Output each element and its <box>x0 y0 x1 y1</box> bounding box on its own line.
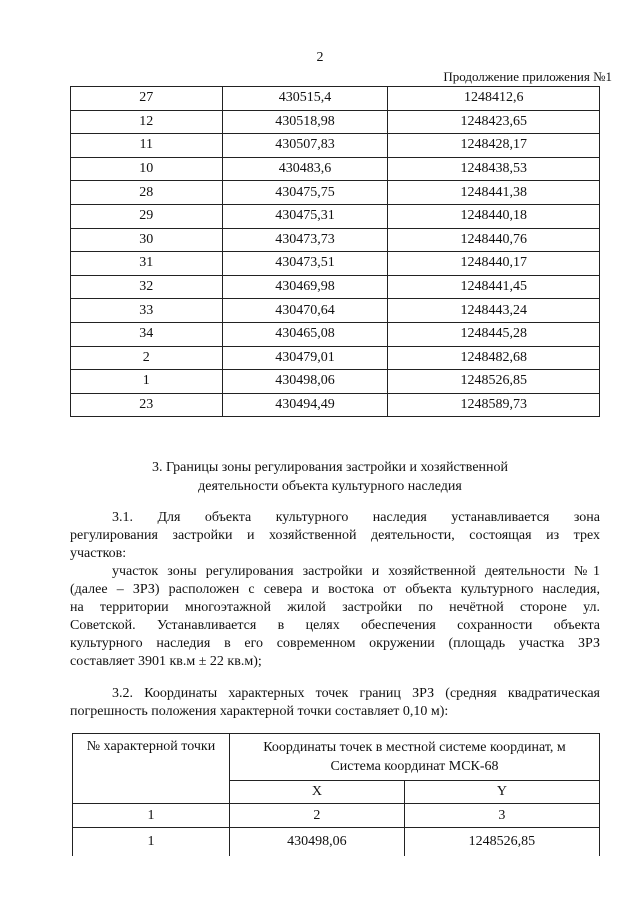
section-heading-line: деятельности объекта культурного наследия <box>198 479 462 494</box>
coordinates-table-continued <box>70 86 600 417</box>
x-coordinate-cell: 430475,75 <box>222 181 388 205</box>
table-row <box>71 370 600 394</box>
y-coordinate-cell: 1248445,28 <box>388 322 600 346</box>
x-coordinate-cell: 430483,6 <box>222 157 388 181</box>
table-row <box>71 393 600 417</box>
table-row <box>71 299 600 323</box>
header-point-number: № характерной точки <box>73 734 230 804</box>
header-coordinates-line: Система координат МСК-68 <box>330 759 499 774</box>
point-number-cell: 29 <box>71 204 223 228</box>
y-coordinate-cell: 1248589,73 <box>388 393 600 417</box>
table-row <box>71 181 600 205</box>
paragraph-line: 3.1. Для объекта культурного наследия устанавливается зона <box>112 510 600 525</box>
section-heading <box>110 458 550 496</box>
x-coordinate-cell: 430498,06 <box>222 370 388 394</box>
y-coordinate-cell: 1248440,17 <box>388 252 600 276</box>
paragraph-line: регулирования застройки и хозяйственной деятельности, состоящая из трех <box>70 528 600 543</box>
paragraph-line: участков: <box>70 546 127 561</box>
point-number-cell: 30 <box>71 228 223 252</box>
point-number-cell: 2 <box>71 346 223 370</box>
x-coordinate-cell: 430469,98 <box>222 275 388 299</box>
point-number-cell: 10 <box>71 157 223 181</box>
y-coordinate-cell: 1248440,18 <box>388 204 600 228</box>
x-coordinate-cell: 430475,31 <box>222 204 388 228</box>
x-coordinate-cell: 430518,98 <box>222 110 388 134</box>
table-row <box>71 110 600 134</box>
y-coordinate-cell: 1248526,85 <box>404 828 599 857</box>
point-number-cell: 32 <box>71 275 223 299</box>
table-row <box>71 134 600 158</box>
paragraph-line: 3.2. Координаты характерных точек границ ЗРЗ (средняя квадратическая <box>112 686 600 701</box>
section-heading-line: 3. Границы зоны регулирования застройки и хозяйственной <box>151 460 509 475</box>
zrz-coordinates-table <box>72 733 600 856</box>
x-coordinate-cell: 430473,73 <box>222 228 388 252</box>
point-number-cell: 12 <box>71 110 223 134</box>
table-row <box>71 275 600 299</box>
column-number: 3 <box>404 804 599 828</box>
column-number: 2 <box>230 804 405 828</box>
x-coordinate-cell: 430515,4 <box>222 87 388 111</box>
x-coordinate-cell: 430479,01 <box>222 346 388 370</box>
point-number-cell: 11 <box>71 134 223 158</box>
table-row <box>71 228 600 252</box>
page-number: 2 <box>316 50 324 65</box>
x-coordinate-cell: 430507,83 <box>222 134 388 158</box>
x-coordinate-cell: 430465,08 <box>222 322 388 346</box>
header-coordinates-line: Координаты точек в местной системе координат, м <box>263 740 566 755</box>
header-coordinates <box>230 734 600 781</box>
point-number-cell: 23 <box>71 393 223 417</box>
y-coordinate-cell: 1248423,65 <box>388 110 600 134</box>
table-row <box>71 322 600 346</box>
paragraph-line: на территории многоэтажной жилой застройки по нечётной стороне ул. <box>70 600 600 615</box>
point-number-cell: 27 <box>71 87 223 111</box>
x-coordinate-cell: 430494,49 <box>222 393 388 417</box>
paragraph-line: погрешность положения характерной точки составляет 0,10 м): <box>70 704 449 719</box>
table-row <box>71 87 600 111</box>
y-coordinate-cell: 1248482,68 <box>388 346 600 370</box>
paragraph-line: составляет 3901 кв.м ± 22 кв.м); <box>70 654 262 669</box>
appendix-note: Продолжение приложения №1 <box>443 69 612 84</box>
y-coordinate-cell: 1248438,53 <box>388 157 600 181</box>
table-row <box>71 346 600 370</box>
point-number-cell: 33 <box>71 299 223 323</box>
point-number-cell: 1 <box>73 828 230 857</box>
y-coordinate-cell: 1248441,45 <box>388 275 600 299</box>
y-coordinate-cell: 1248428,17 <box>388 134 600 158</box>
paragraph-3-2 <box>70 685 600 721</box>
paragraph-line: (далее – ЗРЗ) расположен с севера и востока от объекта культурного наследия, <box>70 582 600 597</box>
table-row <box>73 828 600 857</box>
paragraph-line: Советской. Устанавливается в целях обеспечения сохранности объекта <box>70 618 600 633</box>
paragraph-3-1 <box>70 509 600 563</box>
table-row <box>71 204 600 228</box>
x-coordinate-cell: 430498,06 <box>230 828 405 857</box>
y-coordinate-cell: 1248443,24 <box>388 299 600 323</box>
y-coordinate-cell: 1248526,85 <box>388 370 600 394</box>
table-row <box>71 252 600 276</box>
y-coordinate-cell: 1248412,6 <box>388 87 600 111</box>
point-number-cell: 1 <box>71 370 223 394</box>
x-coordinate-cell: 430473,51 <box>222 252 388 276</box>
header-y: Y <box>404 781 599 804</box>
paragraph-line: участок зоны регулирования застройки и хозяйственной деятельности №1 <box>112 564 600 579</box>
paragraph-zrz-description <box>70 563 600 671</box>
table-row <box>71 157 600 181</box>
x-coordinate-cell: 430470,64 <box>222 299 388 323</box>
point-number-cell: 31 <box>71 252 223 276</box>
header-x: X <box>230 781 405 804</box>
paragraph-line: культурного наследия в его современном окружении (площадь участка ЗРЗ <box>70 636 600 651</box>
point-number-cell: 28 <box>71 181 223 205</box>
y-coordinate-cell: 1248441,38 <box>388 181 600 205</box>
y-coordinate-cell: 1248440,76 <box>388 228 600 252</box>
point-number-cell: 34 <box>71 322 223 346</box>
column-number: 1 <box>73 804 230 828</box>
